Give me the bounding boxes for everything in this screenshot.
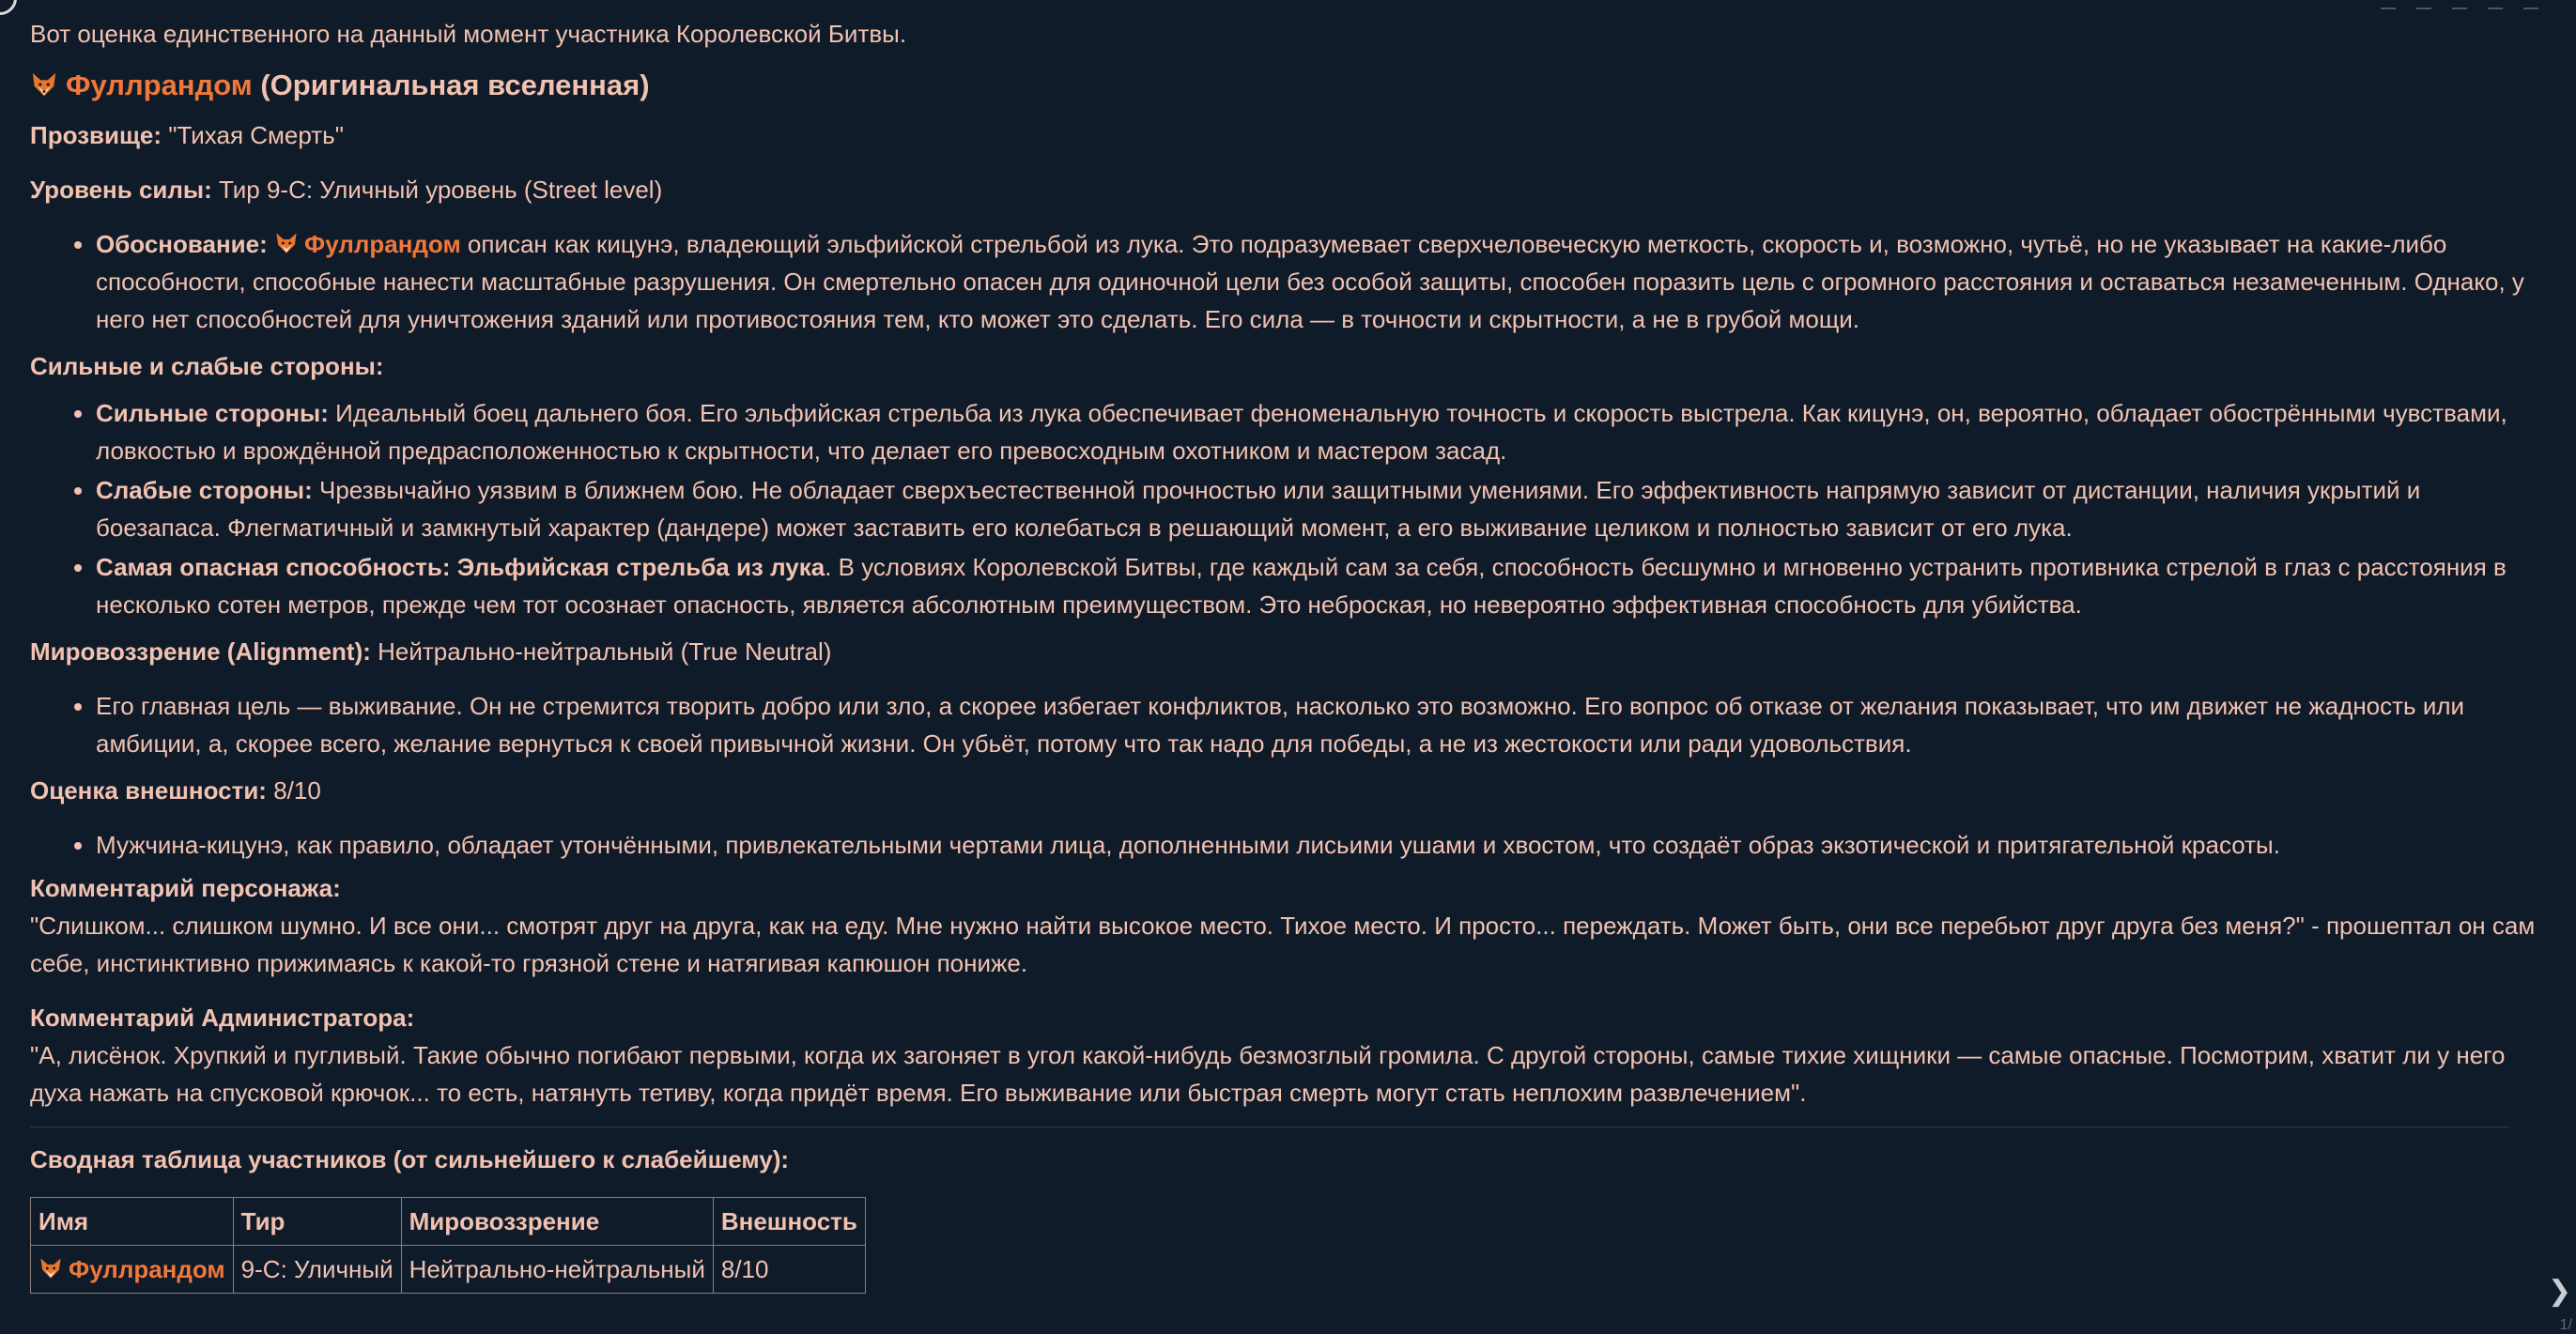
column-header: Тир [233, 1198, 401, 1246]
column-header: Имя [31, 1198, 234, 1246]
table-cell-appearance: 8/10 [713, 1246, 865, 1294]
strength-label: Сильные стороны: [96, 399, 329, 427]
ability-text: . В условиях Королевской Битвы, где каждый сам за себя, способность бесшумно и мгновенно устранить противника стрелой в глаз с расстояния в несколько сотен метров, прежде чем тот осознает опасность, является абсолютным преимуществом. Это неброская, но невероятно эффективная способность для убийства. [96, 553, 2507, 619]
list-item [96, 548, 2537, 623]
list-item: • Мужчина-кицунэ, как правило, обладает утончёнными, привлекательными чертами лица, дополненными лисьими ушами и хвостом, что создаёт образ экзотической и притягательной красоты. [96, 826, 2537, 864]
character-comment-heading: Комментарий персонажа: [30, 874, 341, 902]
power-row [30, 171, 2537, 208]
avatar[interactable] [0, 0, 17, 15]
nickname-label: Прозвище: [30, 121, 162, 149]
character-title [30, 64, 2537, 107]
page-counter: 1/ [2559, 1317, 2572, 1333]
admin-comment-label [30, 999, 2537, 1036]
power-label: Уровень силы: [30, 176, 212, 204]
more-icon[interactable] [2523, 0, 2538, 9]
ability-label: Самая опасная способность: Эльфийская стрельба из лука [96, 553, 825, 581]
power-value: Тир 9-C: Уличный уровень (Street level) [219, 176, 663, 204]
fox-icon [30, 70, 58, 99]
character-comment-text: "Слишком... слишком шумно. И все они... смотрят друг на друга, как на еду. Мне нужно найти высокое место. Тихое место. И просто... переждать. Может быть, они все перебьют друг друга без меня?" - прошептал он сам себе, инстинктивно прижимаясь к какой-то грязной стене и натягивая капюшон пониже. [30, 912, 2536, 977]
appearance-row [30, 772, 2537, 809]
appearance-value: 8/10 [266, 776, 321, 805]
list-item: • Его главная цель — выживание. Он не стремится творить добро или зло, а скорее избегает конфликтов, насколько это возможно. Его вопрос об отказе от желания показывает, что им движет не жадность или амбиции, а, скорее всего, желание вернуться к своей привычной жизни. Он убьёт, потому что так надо для победы, а не из жестокости или ради удовольствия. [96, 687, 2537, 762]
nickname-row [30, 116, 2537, 154]
character-name-link[interactable]: Фуллрандом [66, 69, 253, 101]
copy-icon[interactable] [2381, 0, 2396, 9]
summary-heading-label: Сводная таблица участников (от сильнейшего к слабейшему): [30, 1145, 790, 1173]
fox-icon [39, 1256, 63, 1280]
strengths-list [30, 394, 2537, 623]
alignment-row [30, 633, 2537, 670]
message-toolbar [2381, 0, 2538, 9]
table-cell-name [31, 1246, 234, 1294]
intro-text: Вот оценка единственного на данный момент участника Королевской Битвы. [30, 20, 907, 48]
weakness-text: Чрезвычайно уязвим в ближнем бою. Не обладает сверхъестественной прочностью или защитными умениями. Его эффективность напрямую зависит от дистанции, наличия укрытий и боезапаса. Флегматичный и замкнутый характер (дандере) может заставить его колебаться в решающий момент, а его выживание целиком и полностью зависит от его лука. [96, 476, 2421, 542]
table-row [31, 1246, 866, 1294]
alignment-list [30, 687, 2537, 762]
alignment-value: Нейтрально-нейтральный (True Neutral) [370, 637, 832, 666]
list-item [96, 225, 2537, 338]
table-cell-alignment: Нейтрально-нейтральный [401, 1246, 713, 1294]
justification-label: Обоснование: [96, 230, 268, 258]
character-name-link[interactable]: Фуллрандом [69, 1255, 225, 1283]
character-name-link[interactable]: Фуллрандом [304, 230, 461, 258]
list-item [96, 471, 2537, 546]
table-cell-tier: 9-C: Уличный [233, 1246, 401, 1294]
character-universe: (Оригинальная вселенная) [260, 69, 650, 101]
bookmark-icon[interactable] [2452, 0, 2467, 9]
alignment-label: Мировоззрение (Alignment): [30, 637, 371, 666]
column-header: Мировоззрение [401, 1198, 713, 1246]
strength-text: Идеальный боец дальнего боя. Его эльфийская стрельба из лука обеспечивает феноменальную точность и скорость выстрела. Как кицунэ, он, вероятно, обладает обострёнными чувствами, ловкостью и врождённой предрасположенностью к скрытности, что делает его превосходным охотником и мастером засад. [96, 399, 2507, 465]
regenerate-icon[interactable] [2488, 0, 2503, 9]
appearance-label: Оценка внешности: [30, 776, 267, 805]
column-header: Внешность [713, 1198, 865, 1246]
chevron-right-icon[interactable]: ❯ [2548, 1276, 2572, 1307]
summary-heading [30, 1141, 2537, 1178]
strengths-heading [30, 347, 2537, 385]
table-header-row [31, 1198, 866, 1246]
message-body [30, 15, 2537, 1294]
character-comment-label [30, 869, 2537, 907]
list-item [96, 394, 2537, 469]
strengths-heading-label: Сильные и слабые стороны: [30, 352, 384, 380]
nickname-value: "Тихая Смерть" [168, 121, 344, 149]
admin-comment-heading: Комментарий Администратора: [30, 1004, 415, 1032]
fox-icon [274, 231, 299, 255]
power-list [30, 225, 2537, 338]
admin-comment-text: "А, лисёнок. Хрупкий и пугливый. Такие обычно погибают первыми, когда их загоняет в угол какой-нибудь безмозглый громила. С другой стороны, самые тихие хищники — самые опасные. Посмотрим, хватит ли у него духа нажать на спусковой крючок... то есть, натянуть тетиву, когда придёт время. Его выживание или быстрая смерть могут стать неплохим развлечением". [30, 1041, 2506, 1107]
edit-icon[interactable] [2416, 0, 2431, 9]
summary-table [30, 1197, 866, 1294]
appearance-list [30, 826, 2537, 864]
justification-text: описан как кицунэ, владеющий эльфийской стрельбой из лука. Это подразумевает сверхчеловеческую меткость, скорость и, возможно, чутьё, но не указывает на какие-либо способности, способные нанести масштабные разрушения. Он смертельно опасен для одиночной цели без особой защиты, способен поразить цель с огромного расстояния и оставаться незамеченным. Однако, у него нет способностей для уничтожения зданий или противостояния тем, кто может это сделать. Его сила — в точности и скрытности, а не в грубой мощи. [96, 230, 2524, 333]
weakness-label: Слабые стороны: [96, 476, 313, 504]
